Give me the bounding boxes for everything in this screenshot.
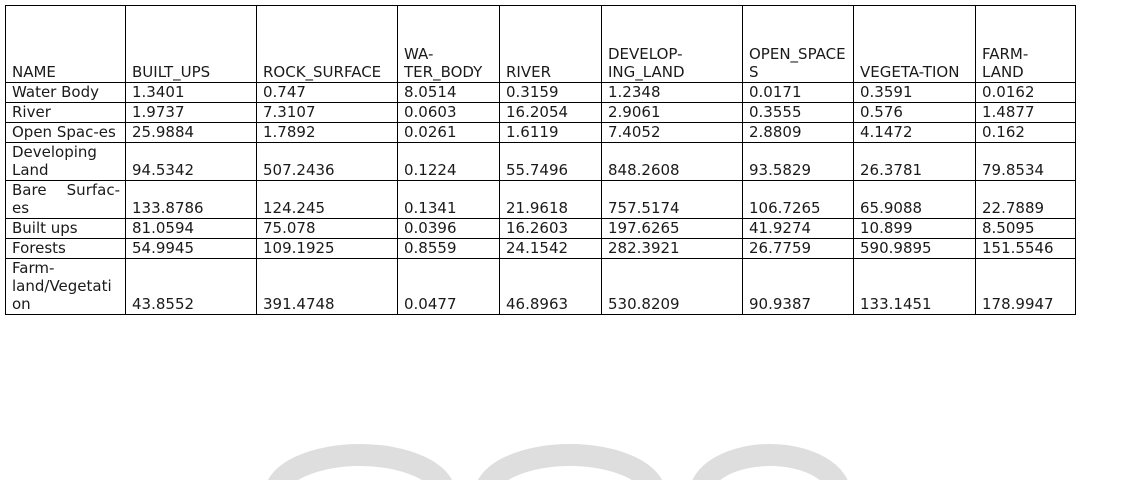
table-cell: 178.9947 (976, 259, 1076, 315)
table-row (6, 239, 1076, 259)
table-cell: 0.0261 (398, 123, 500, 143)
table-row (6, 143, 1076, 181)
table-cell: 0.0396 (398, 219, 500, 239)
table-cell: 1.6119 (500, 123, 602, 143)
table-row (6, 83, 1076, 103)
table-cell: 0.0477 (398, 259, 500, 315)
table-cell: 8.5095 (976, 219, 1076, 239)
table-cell: 0.747 (257, 83, 398, 103)
header-farmland: FARM-LAND (976, 6, 1076, 83)
table-cell: 109.1925 (257, 239, 398, 259)
table-cell: 0.0171 (743, 83, 854, 103)
transition-matrix-table-container (5, 5, 1076, 315)
table-cell: 0.0162 (976, 83, 1076, 103)
table-cell: 0.1341 (398, 181, 500, 219)
table-cell: 197.6265 (602, 219, 743, 239)
table-cell: 75.078 (257, 219, 398, 239)
table-cell: 93.5829 (743, 143, 854, 181)
header-rock-surface: ROCK_SURFACE (257, 6, 398, 83)
table-cell: 151.5546 (976, 239, 1076, 259)
header-open-spaces: OPEN_SPACES (743, 6, 854, 83)
table-header (6, 6, 1076, 83)
table-cell: 848.2608 (602, 143, 743, 181)
table-cell: 0.3159 (500, 83, 602, 103)
table-cell: 0.0603 (398, 103, 500, 123)
row-name: Forests (6, 239, 126, 259)
table-cell: 21.9618 (500, 181, 602, 219)
table-cell: 55.7496 (500, 143, 602, 181)
row-name: Open Spac-es (6, 123, 126, 143)
table-cell: 54.9945 (126, 239, 257, 259)
header-river: RIVER (500, 6, 602, 83)
table-cell: 16.2603 (500, 219, 602, 239)
table-cell: 590.9895 (854, 239, 976, 259)
table-cell: 507.2436 (257, 143, 398, 181)
table-cell: 90.9387 (743, 259, 854, 315)
table-row (6, 123, 1076, 143)
table-cell: 2.8809 (743, 123, 854, 143)
row-name: Developing Land (6, 143, 126, 181)
table-row (6, 103, 1076, 123)
row-name: Farm-land/Vegetation (6, 259, 126, 315)
row-name: Water Body (6, 83, 126, 103)
table-cell: 0.162 (976, 123, 1076, 143)
table-cell: 46.8963 (500, 259, 602, 315)
watermark-arc-middle (485, 455, 655, 480)
table-cell: 1.7892 (257, 123, 398, 143)
table-body (6, 83, 1076, 315)
header-name: NAME (6, 6, 126, 83)
table-cell: 26.3781 (854, 143, 976, 181)
table-cell: 43.8552 (126, 259, 257, 315)
table-cell: 65.9088 (854, 181, 976, 219)
table-row (6, 219, 1076, 239)
table-cell: 1.3401 (126, 83, 257, 103)
watermark-arc-right (700, 455, 840, 480)
table-cell: 4.1472 (854, 123, 976, 143)
table-cell: 124.245 (257, 181, 398, 219)
header-vegetation: VEGETA-TION (854, 6, 976, 83)
table-cell: 25.9884 (126, 123, 257, 143)
table-cell: 81.0594 (126, 219, 257, 239)
table-cell: 22.7889 (976, 181, 1076, 219)
table-cell: 2.9061 (602, 103, 743, 123)
table-cell: 7.4052 (602, 123, 743, 143)
row-name: River (6, 103, 126, 123)
header-developing-land: DEVELOP-ING_LAND (602, 6, 743, 83)
table-cell: 0.1224 (398, 143, 500, 181)
table-cell: 0.3555 (743, 103, 854, 123)
table-cell: 10.899 (854, 219, 976, 239)
table-cell: 41.9274 (743, 219, 854, 239)
table-cell: 1.4877 (976, 103, 1076, 123)
table-row (6, 181, 1076, 219)
transition-matrix-table (5, 5, 1076, 315)
table-cell: 7.3107 (257, 103, 398, 123)
table-cell: 24.1542 (500, 239, 602, 259)
table-row (6, 259, 1076, 315)
table-cell: 106.7265 (743, 181, 854, 219)
table-cell: 26.7759 (743, 239, 854, 259)
watermark-arc-left (275, 455, 445, 480)
table-cell: 1.9737 (126, 103, 257, 123)
header-row (6, 6, 1076, 83)
table-cell: 94.5342 (126, 143, 257, 181)
row-name: Bare Surfac-es (6, 181, 126, 219)
table-cell: 133.8786 (126, 181, 257, 219)
table-cell: 16.2054 (500, 103, 602, 123)
table-cell: 8.0514 (398, 83, 500, 103)
watermark (250, 440, 950, 480)
table-cell: 0.8559 (398, 239, 500, 259)
table-cell: 391.4748 (257, 259, 398, 315)
table-cell: 133.1451 (854, 259, 976, 315)
table-cell: 0.576 (854, 103, 976, 123)
table-cell: 1.2348 (602, 83, 743, 103)
header-water-body: WA-TER_BODY (398, 6, 500, 83)
row-name: Built ups (6, 219, 126, 239)
table-cell: 757.5174 (602, 181, 743, 219)
header-built-ups: BUILT_UPS (126, 6, 257, 83)
table-cell: 282.3921 (602, 239, 743, 259)
table-cell: 0.3591 (854, 83, 976, 103)
table-cell: 79.8534 (976, 143, 1076, 181)
table-cell: 530.8209 (602, 259, 743, 315)
